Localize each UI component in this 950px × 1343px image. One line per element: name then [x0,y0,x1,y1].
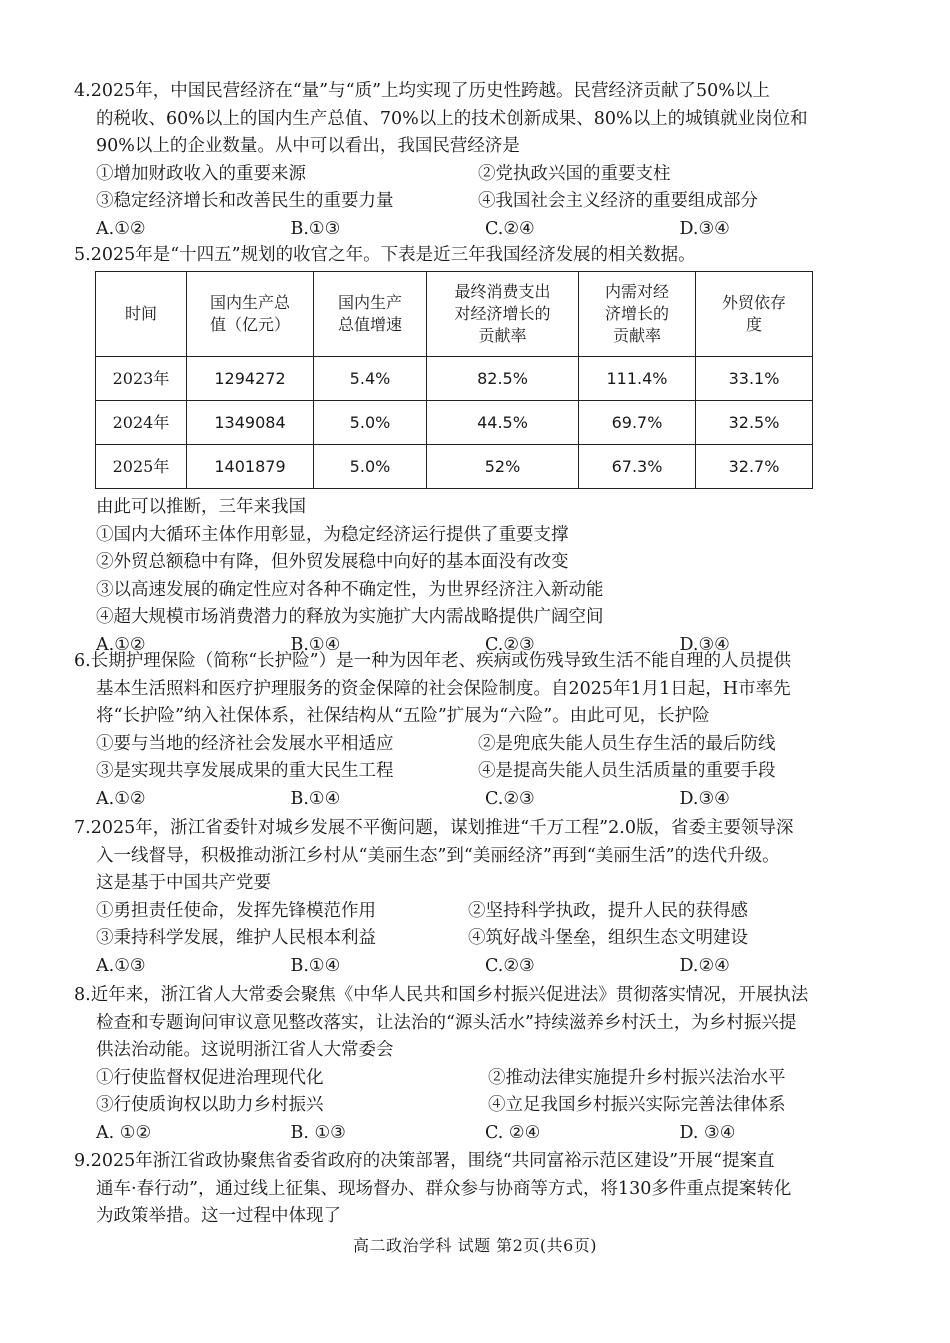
table-header-row [96,272,813,357]
table-cell: 69.7% [579,401,696,445]
answer-choices [74,953,874,981]
option-row [74,1092,874,1120]
option-4: ④我国社会主义经济的重要组成部分 [478,191,758,211]
table-cell: 111.4% [579,357,696,401]
question-stem-line: 检查和专题询问审议意见整改落实，让法治的“源头活水”持续滋养乡村沃土，为乡村振兴提 [96,1012,797,1033]
table-header-cell: 国内生产 总值增速 [314,272,427,357]
option-4: ④筑好战斗堡垒，组织生态文明建设 [468,928,748,948]
question-9 [74,1148,874,1231]
question-8 [74,982,874,1147]
choice-a: A.①② [96,218,146,239]
table-cell: 67.3% [579,445,696,489]
table-header-cell: 外贸依存 度 [696,272,813,357]
question-stem-line: 90%以上的企业数量。从中可以看出，我国民营经济是 [96,136,520,156]
table-header-cell: 国内生产总 值（亿元） [187,272,314,357]
choice-b: B.①③ [290,218,341,239]
option-4: ④是提高失能人员生活质量的重要手段 [478,761,776,781]
option-4: ④立足我国乡村振兴实际完善法律体系 [488,1095,786,1115]
table-header-cell: 内需对经 济增长的 贡献率 [579,272,696,357]
option-row [74,188,874,216]
option-1: ①要与当地的经济社会发展水平相适应 [96,733,394,754]
choice-c: C.②③ [485,955,535,976]
choice-a: A.①② [96,634,146,655]
option-row [74,731,874,759]
question-stem-line: 8.近年来，浙江省人大常委会聚焦《中华人民共和国乡村振兴促进法》贯彻落实情况，开展执法 [74,985,809,1005]
option-3: ③是实现共享发展成果的重大民生工程 [96,761,394,781]
option-row [74,1065,874,1093]
question-stem-line: 将“长护险”纳入社保体系，社保结构从“五险”扩展为“六险”。由此可见，长护险 [96,706,710,726]
choice-d: D.②④ [679,955,730,976]
choice-b: B.①④ [290,634,341,655]
table-cell: 44.5% [427,401,579,445]
question-stem-line: 供法治动能。这说明浙江省人大常委会 [96,1040,394,1060]
answer-choices [74,786,874,814]
option-2: ②党执政兴国的重要支柱 [478,163,671,184]
choice-b: B.①④ [290,788,341,809]
table-cell: 1401879 [187,445,314,489]
option-row [74,925,874,953]
choice-b: B. ①③ [290,1122,346,1143]
option-3: ③秉持科学发展，维护人民根本利益 [96,928,376,948]
choice-d: D.③④ [679,218,730,239]
option-row [74,758,874,786]
question-6 [74,648,874,813]
choice-b: B.①④ [290,955,341,976]
table-cell: 2025年 [96,445,187,489]
table-cell: 5.4% [314,357,427,401]
table-header-cell: 最终消费支出 对经济增长的 贡献率 [427,272,579,357]
table-cell: 52% [427,445,579,489]
answer-choices [74,1120,874,1148]
choice-a: A.①② [96,788,146,809]
table-row [96,445,813,489]
answer-choices [74,216,874,244]
option-4: ④超大规模市场消费潜力的释放为实施扩大内需战略提供广阔空间 [96,607,604,627]
option-2: ②坚持科学执政，提升人民的获得感 [468,900,748,921]
option-row [74,898,874,926]
choice-a: A. ①② [96,1122,152,1143]
question-stem-line: 6.长期护理保险（简称“长护险”）是一种为因年老、疾病或伤残导致生活不能自理的人员提供 [74,651,792,671]
table-cell: 5.0% [314,401,427,445]
choice-d: D.③④ [679,788,730,809]
option-1: ①国内大循环主体作用彰显，为稳定经济运行提供了重要支撑 [96,524,569,545]
question-stem-line: 的税收、60%以上的国内生产总值、70%以上的技术创新成果、80%以上的城镇就业岗位和 [96,108,808,129]
question-stem-line: 通车·春行动”，通过线上征集、现场督办、群众参与协商等方式，将130多件重点提案转化 [96,1178,792,1199]
table-header-cell: 时间 [96,272,187,357]
option-3: ③行使质询权以助力乡村振兴 [96,1095,324,1115]
option-1: ①勇担责任使命，发挥先锋模范作用 [96,900,376,921]
choice-c: C. ②④ [485,1122,541,1143]
choice-a: A.①③ [96,955,146,976]
question-stem-line: 入一线督导，积极推动浙江乡村从“美丽生态”到“美丽经济”再到“美丽生活”的迭代升级。 [96,845,780,866]
table-row [96,357,813,401]
choice-c: C.②③ [485,634,535,655]
question-stem-line: 5.2025年是“十四五”规划的收官之年。下表是近三年我国经济发展的相关数据。 [74,245,696,265]
option-1: ①增加财政收入的重要来源 [96,163,306,184]
page-footer: 高二政治学科 试题 第2页(共6页) [352,1236,598,1255]
option-3: ③稳定经济增长和改善民生的重要力量 [96,191,394,211]
question-stem-line: 由此可以推断，三年来我国 [96,497,306,517]
table-row [96,401,813,445]
question-stem-line: 4.2025年，中国民营经济在“量”与“质”上均实现了历史性跨越。民营经济贡献了50%以上 [74,81,770,101]
option-row [74,161,874,189]
table-cell: 2023年 [96,357,187,401]
option-1: ①行使监督权促进治理现代化 [96,1067,324,1088]
question-stem-line: 为政策举措。这一过程中体现了 [96,1206,341,1226]
choice-c: C.②④ [485,218,535,239]
question-stem-line: 基本生活照料和医疗护理服务的资金保障的社会保险制度。自2025年1月1日起，H市率先 [96,678,791,699]
question-stem-line: 这是基于中国共产党要 [96,873,271,893]
table-cell: 32.7% [696,445,813,489]
table-cell: 2024年 [96,401,187,445]
question-5 [74,242,874,270]
economic-data-table [95,271,813,489]
choice-c: C.②③ [485,788,535,809]
table-cell: 33.1% [696,357,813,401]
question-4 [74,78,874,243]
table-cell: 32.5% [696,401,813,445]
option-2: ②外贸总额稳中有降，但外贸发展稳中向好的基本面没有改变 [96,552,569,572]
choice-d: D.③④ [679,634,730,655]
question-7 [74,815,874,980]
option-2: ②是兜底失能人员生存生活的最后防线 [478,733,776,754]
table-cell: 82.5% [427,357,579,401]
table-cell: 1349084 [187,401,314,445]
option-3: ③以高速发展的确定性应对各种不确定性，为世界经济注入新动能 [96,579,604,600]
question-5-options [74,494,874,659]
question-stem-line: 9.2025年浙江省政协聚焦省委省政府的决策部署，围绕“共同富裕示范区建设”开展“提案直 [74,1151,775,1171]
choice-d: D. ③④ [679,1122,736,1143]
table-cell: 5.0% [314,445,427,489]
table-cell: 1294272 [187,357,314,401]
question-stem-line: 7.2025年，浙江省委针对城乡发展不平衡问题，谋划推进“千万工程”2.0版，省委主要领导深 [74,818,794,838]
option-2: ②推动法律实施提升乡村振兴法治水平 [488,1067,786,1088]
